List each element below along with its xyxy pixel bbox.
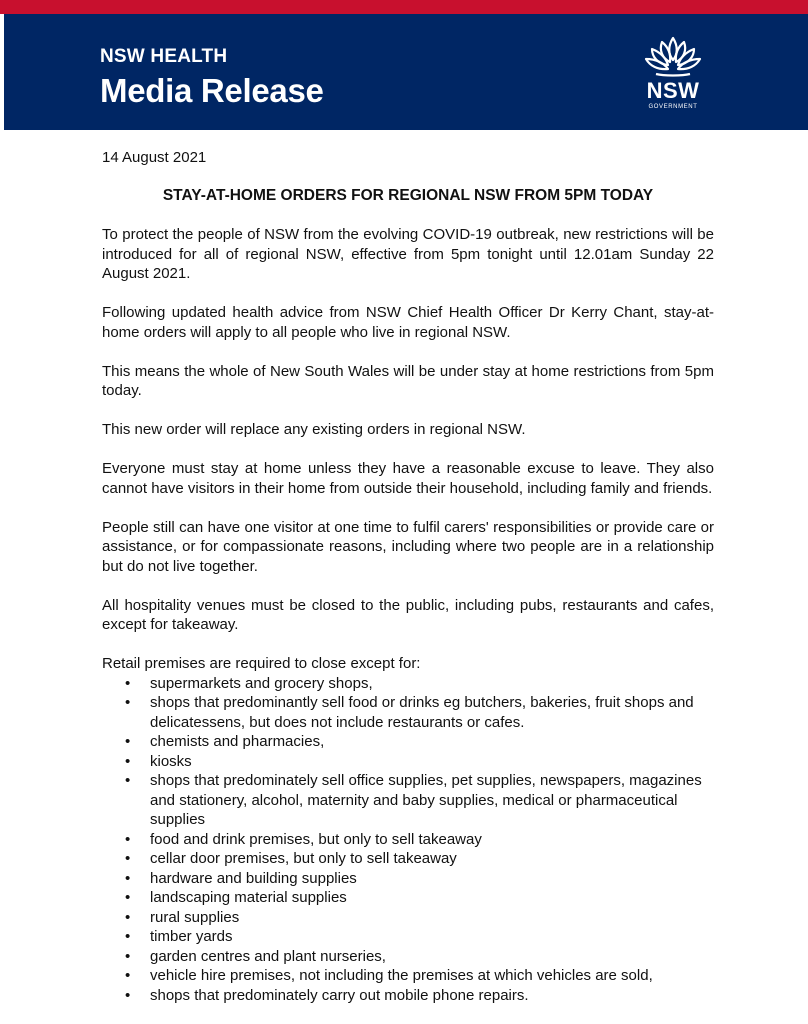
list-item: • rural supplies — [102, 908, 714, 928]
list-item: • shops that predominately carry out mobile phone repairs. — [102, 986, 714, 1006]
nsw-government-logo — [640, 34, 706, 124]
paragraph: This new order will replace any existing orders in regional NSW. — [102, 421, 526, 438]
list-item: • food and drink premises, but only to sell takeaway — [102, 830, 714, 850]
red-top-strip — [0, 0, 808, 14]
logo-wordmark: NSW — [646, 78, 700, 103]
list-item: • shops that predominantly sell food or drinks eg butchers, bakeries, fruit shops and delicatessens, but does not include restaurants or cafes. — [102, 693, 714, 732]
logo-subtitle: GOVERNMENT — [648, 104, 698, 110]
paragraph: Following updated health advice from NSW Chief Health Officer Dr Kerry Chant, stay-at-home orders will apply to all people who live in regional NSW. — [102, 304, 714, 341]
list-item: • shops that predominately sell office supplies, pet supplies, newspapers, magazines and stationery, alcohol, maternity and baby supplies, medical or pharmaceutical supplies — [102, 771, 714, 830]
list-item: • garden centres and plant nurseries, — [102, 947, 714, 967]
list-item: • chemists and pharmacies, — [102, 732, 714, 752]
paragraph: All hospitality venues must be closed to the public, including pubs, restaurants and cafes, except for takeaway. — [102, 596, 714, 633]
list-item: • hardware and building supplies — [102, 869, 714, 889]
paragraph: This means the whole of New South Wales will be under stay at home restrictions from 5pm today. — [102, 362, 714, 399]
document-type-title: Media Release — [100, 72, 324, 109]
list-item: • kiosks — [102, 752, 714, 772]
list-item: • timber yards — [102, 927, 714, 947]
list-item: • vehicle hire premises, not including the premises at which vehicles are sold, — [102, 966, 714, 986]
organisation-name: NSW HEALTH — [100, 46, 228, 67]
release-date: 14 August 2021 — [102, 149, 207, 166]
paragraph: Everyone must stay at home unless they have a reasonable excuse to leave. They also cannot have visitors in their home from outside their household, including family and friends. — [102, 460, 714, 497]
retail-exceptions-list — [102, 674, 714, 1006]
list-item: • landscaping material supplies — [102, 888, 714, 908]
list-item: • supermarkets and grocery shops, — [102, 674, 714, 694]
paragraph: To protect the people of NSW from the evolving COVID-19 outbreak, new restrictions will be introduced for all of regional NSW, effective from 5pm tonight until 12.01am Sunday 22 August 2021. — [102, 226, 714, 282]
release-headline: STAY-AT-HOME ORDERS FOR REGIONAL NSW FROM 5PM TODAY — [162, 186, 654, 204]
release-body — [102, 148, 714, 1005]
media-release-banner — [4, 14, 808, 130]
paragraph: People still can have one visitor at one time to fulfil carers' responsibilities or provide care or assistance, or for compassionate reasons, including where two people are in a relationship but do not live together. — [102, 518, 714, 575]
waratah-icon — [640, 34, 706, 78]
retail-intro: Retail premises are required to close except for: — [102, 655, 421, 672]
list-item: • cellar door premises, but only to sell takeaway — [102, 849, 714, 869]
